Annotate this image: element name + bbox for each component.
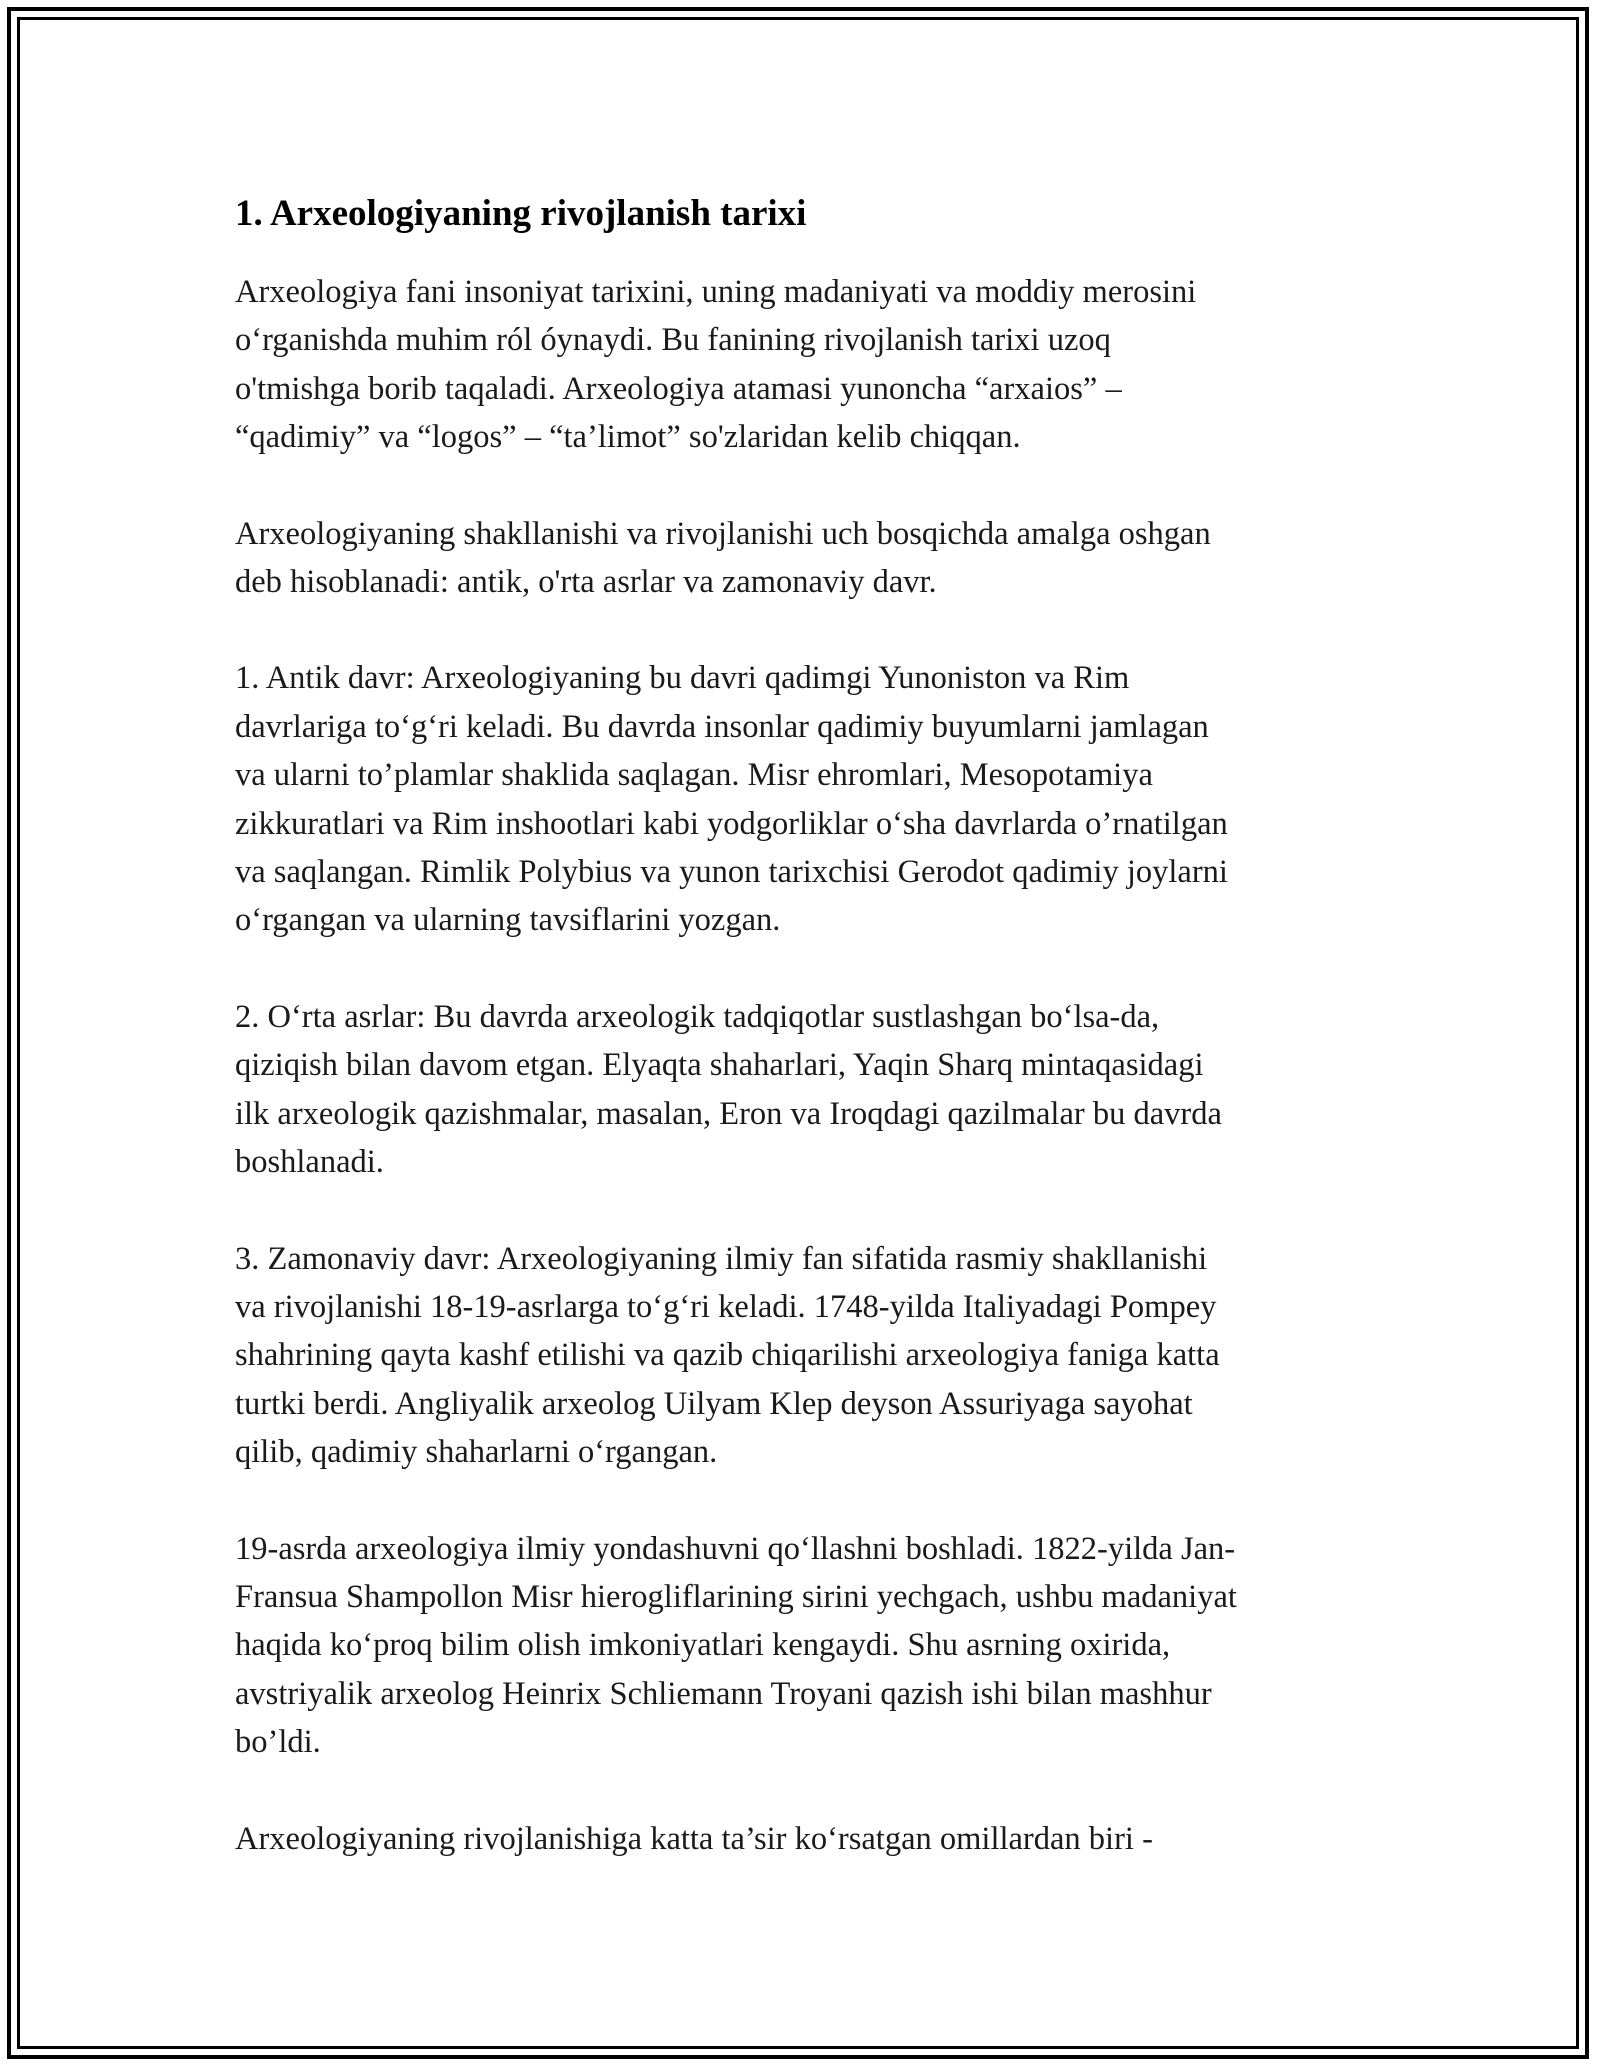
paragraph-closing: Arxeologiyaning rivojlanishiga katta ta’sir ko‘rsatgan omillardan biri - [235, 1820, 1153, 1857]
paragraph-stages: Arxeologiyaning shakllanishi va rivojlanishi uch bosqichda amalga oshgan deb hisoblanadi: antik, o'rta asrlar va zamonaviy davr. [235, 515, 1211, 601]
document-body [235, 186, 1375, 1911]
paragraph-middle-ages: 2. O‘rta asrlar: Bu davrda arxeologik tadqiqotlar sustlashgan bo‘lsa-da, qiziqish bilan davom etgan. Elyaqta shaharlari, Yaqin Sharq mintaqasidagi ilk arxeologik qazishmalar, masalan, Eron va Iroqdagi qazilmalar bu davrda boshlanadi. [235, 998, 1222, 1181]
paragraph-antique-period: 1. Antik davr: Arxeologiyaning bu davri qadimgi Yunoniston va Rim davrlariga to‘g‘ri keladi. Bu davrda insonlar qadimiy buyumlarni jamlagan va ularni to’plamlar shaklida saqlagan. Misr ehromlari, Mesopotamiya zikkuratlari va Rim inshootlari kabi yodgorliklar o‘sha davrlarda o’rnatilgan va saqlangan. Rimlik Polybius va yunon tarixchisi Gerodot qadimiy joylarni o‘rgangan va ularning tavsiflarini yozgan. [235, 660, 1228, 939]
paragraph-19th-century: 19-asrda arxeologiya ilmiy yondashuvni qo‘llashni boshladi. 1822-yilda Jan- Fransua Shampollon Misr hierogliflarining sirini yechgach, ushbu madaniyat haqida ko‘proq bilim olish imkoniyatlari kengaydi. Shu asrning oxirida, avstriyalik arxeolog Heinrix Schliemann Troyani qazish ishi bilan mashhur bo’ldi. [235, 1530, 1237, 1761]
paragraph-intro: Arxeologiya fani insoniyat tarixini, uning madaniyati va moddiy merosini o‘rganishda muhim ról óynaydi. Bu fanining rivojlanish tarixi uzoq o'tmishga borib taqaladi. Arxeologiya atamasi yunoncha “arxaios” – “qadimiy” va “logos” – “ta’limot” so'zlaridan kelib chiqqan. [235, 274, 1197, 456]
paragraph-modern-period: 3. Zamonaviy davr: Arxeologiyaning ilmiy fan sifatida rasmiy shakllanishi va rivojlanishi 18-19-asrlarga to‘g‘ri keladi. 1748-yilda Italiyadagi Pompey shahrining qayta kashf etilishi va qazib chiqarilishi arxeologiya faniga katta turtki berdi. Angliyalik arxeolog Uilyam Klep deyson Assuriyaga sayohat qilib, qadimiy shaharlarni o‘rgangan. [235, 1240, 1220, 1471]
section-heading: 1. Arxeologiyaning rivojlanish tarixi [235, 193, 807, 234]
